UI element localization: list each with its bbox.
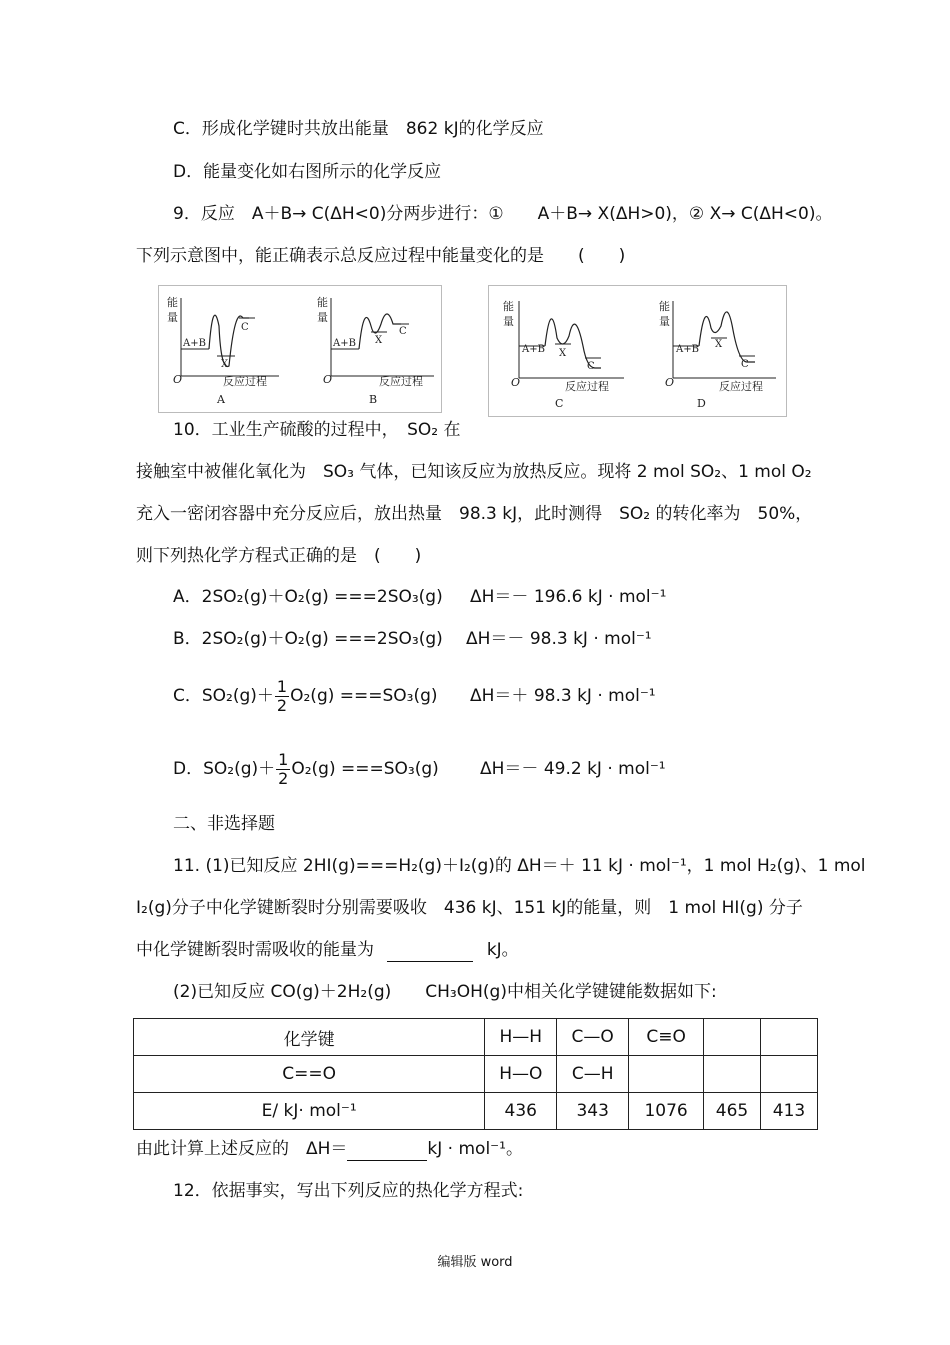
- bond-energy-table: [133, 1018, 818, 1130]
- diagram-label-b: B: [369, 393, 378, 406]
- page-footer: 编辑版 word: [437, 1255, 513, 1270]
- x-axis-label: 反应过程: [719, 380, 763, 393]
- energy-diagram-c: [503, 299, 624, 410]
- intermediate-x-label: X: [375, 335, 383, 346]
- intermediate-x-label: X: [559, 348, 567, 359]
- product-c-label: C: [741, 359, 749, 370]
- level-a-plus-b: A+B: [183, 338, 206, 349]
- product-c-label: C: [587, 361, 595, 372]
- intermediate-x-label: X: [221, 359, 229, 370]
- energy-diagram-a: [167, 295, 279, 406]
- fraction-one-half: $\frac{1}{2}$: [278, 749, 289, 788]
- energy-diagram-b: [317, 295, 434, 406]
- table-cell: 343: [557, 1093, 629, 1130]
- table-cell: [761, 1019, 818, 1056]
- level-a-plus-b: A+B: [522, 344, 545, 355]
- x-axis-label: 反应过程: [223, 375, 267, 388]
- q10-option-b-enthalpy: ΔH＝－ 98.3 kJ · mol⁻¹: [466, 629, 652, 649]
- table-cell: H—O: [485, 1056, 557, 1093]
- table-cell: 化学键: [134, 1019, 485, 1056]
- fraction-one-half: $\frac{1}{2}$: [276, 676, 288, 715]
- y-axis-label-top: 能: [659, 300, 670, 313]
- energy-diagram-d: [659, 299, 776, 410]
- level-a-plus-b: A+B: [676, 344, 699, 355]
- q10-option-a-enthalpy: ΔH＝－ 196.6 kJ · mol⁻¹: [470, 587, 667, 607]
- table-cell: H—H: [485, 1019, 557, 1056]
- table-cell: 465: [704, 1093, 761, 1130]
- y-axis-label-top: 能: [167, 296, 178, 309]
- diagram-label-c: C: [555, 397, 564, 410]
- q11-part1-line2: I₂(g)分子中化学键断裂时分别需要吸收 436 kJ、151 kJ的能量，则 1 mol HI(g) 分子: [136, 898, 803, 918]
- table-cell: [629, 1056, 704, 1093]
- q10-option-d-enthalpy: ΔH＝－ 49.2 kJ · mol⁻¹: [480, 759, 666, 779]
- y-axis-label-bottom: 量: [503, 315, 514, 328]
- y-axis-label-bottom: 量: [317, 311, 328, 324]
- table-cell: E/ kJ· mol⁻¹: [134, 1093, 485, 1130]
- energy-diagrams-cd: [489, 286, 786, 416]
- table-cell: [704, 1056, 761, 1093]
- table-cell: C—H: [557, 1056, 629, 1093]
- q9-stem-line2: 下列示意图中，能正确表示总反应过程中能量变化的是 ( ): [136, 246, 626, 266]
- q10-option-a-equation: A．2SO₂(g)＋O₂(g) ===2SO₃(g): [173, 587, 443, 607]
- y-axis-label-bottom: 量: [167, 311, 178, 324]
- table-cell: C==O: [134, 1056, 485, 1093]
- origin-label: O: [173, 373, 183, 386]
- table-row: [134, 1056, 818, 1093]
- x-axis-label: 反应过程: [565, 380, 609, 393]
- table-cell: 413: [761, 1093, 818, 1130]
- x-axis-label: 反应过程: [379, 375, 423, 388]
- product-c-label: C: [399, 326, 407, 337]
- answer-blank: [387, 939, 473, 962]
- y-axis-label-bottom: 量: [659, 315, 670, 328]
- table-cell: 436: [485, 1093, 557, 1130]
- q11-part1-line1: 11. (1)已知反应 2HI(g)===H₂(g)＋I₂(g)的 ΔH＝＋ 11 kJ · mol⁻¹，1 mol H₂(g)、1 mol: [173, 856, 866, 876]
- section-heading: 二、非选择题: [173, 814, 275, 834]
- q10-option-c-enthalpy: ΔH＝＋ 98.3 kJ · mol⁻¹: [470, 686, 656, 706]
- q10-option-d-equation: D．SO₂(g)＋ $\frac{1}{2}$ O₂(g) ===SO₃(g): [173, 749, 439, 788]
- table-cell: C—O: [557, 1019, 629, 1056]
- q8-option-d: D．能量变化如右图所示的化学反应: [173, 162, 442, 182]
- q11-part2-answer-line: 由此计算上述反应的 ΔH＝ kJ · mol⁻¹。: [136, 1139, 523, 1159]
- q12-stem: 12．依据事实，写出下列反应的热化学方程式:: [173, 1181, 524, 1201]
- y-axis-label-top: 能: [317, 296, 328, 309]
- origin-label: O: [665, 376, 675, 389]
- table-cell: [704, 1019, 761, 1056]
- diagram-label-d: D: [697, 397, 706, 410]
- q10-option-b-equation: B．2SO₂(g)＋O₂(g) ===2SO₃(g): [173, 629, 443, 649]
- energy-diagrams-ab: [159, 286, 441, 412]
- intermediate-x-label: X: [715, 339, 723, 350]
- energy-diagram-panel-cd: [488, 285, 787, 417]
- q8-option-c: C．形成化学键时共放出能量 862 kJ的化学反应: [173, 119, 544, 139]
- product-c-label: C: [241, 322, 249, 333]
- q10-stem-line2: 接触室中被催化氧化为 SO₃ 气体，已知该反应为放热反应。现将 2 mol SO₂、1 mol O₂: [136, 462, 812, 482]
- q9-stem-line1: 9．反应 A＋B→ C(ΔH<0)分两步进行：① A＋B→ X(ΔH>0)，② X→ C(ΔH<0)。: [173, 204, 833, 224]
- diagram-label-a: A: [217, 393, 225, 406]
- table-cell: 1076: [629, 1093, 704, 1130]
- q10-stem-line1: 10．工业生产硫酸的过程中， SO₂ 在: [173, 420, 461, 440]
- q11-part1-line3: 中化学键断裂时需吸收的能量为 kJ。: [136, 940, 519, 960]
- answer-blank: [347, 1138, 427, 1161]
- origin-label: O: [511, 376, 521, 389]
- q11-part2-stem: (2)已知反应 CO(g)＋2H₂(g) CH₃OH(g)中相关化学键键能数据如下:: [173, 982, 717, 1002]
- table-cell: [761, 1056, 818, 1093]
- q10-option-c-equation: C．SO₂(g)＋ $\frac{1}{2}$ O₂(g) ===SO₃(g): [173, 676, 438, 715]
- y-axis-label-top: 能: [503, 300, 514, 313]
- level-a-plus-b: A+B: [333, 338, 356, 349]
- table-cell: C≡O: [629, 1019, 704, 1056]
- table-row: [134, 1093, 818, 1130]
- q10-stem-line3: 充入一密闭容器中充分反应后，放出热量 98.3 kJ，此时测得 SO₂ 的转化率为 50%，: [136, 504, 813, 524]
- origin-label: O: [323, 373, 333, 386]
- energy-diagram-panel-ab: [158, 285, 442, 413]
- table-row: [134, 1019, 818, 1056]
- q10-stem-line4: 则下列热化学方程式正确的是 ( ): [136, 546, 422, 566]
